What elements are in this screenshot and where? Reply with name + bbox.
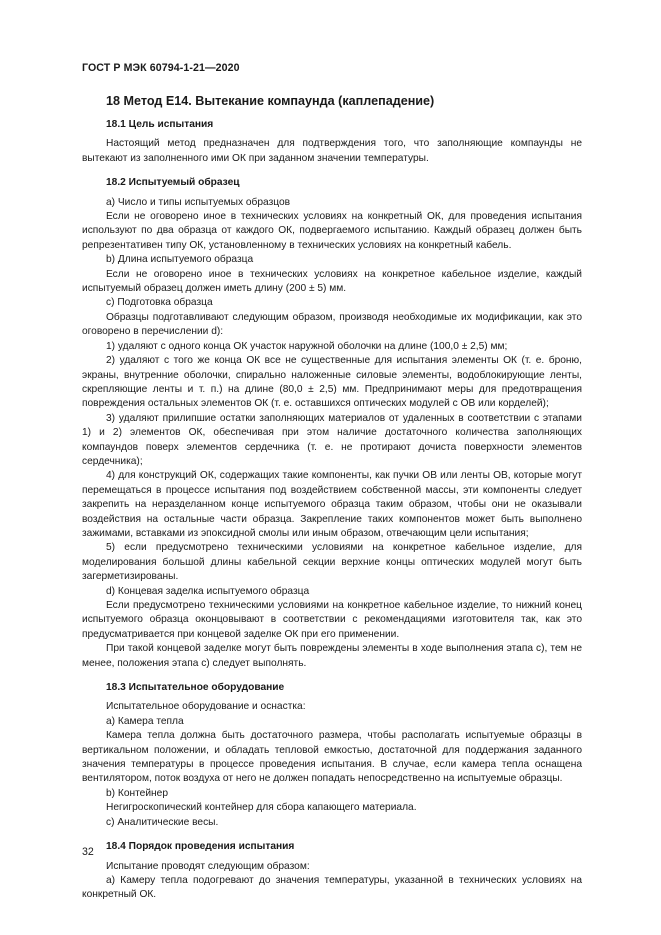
item-heading: а) Камера тепла xyxy=(106,715,184,727)
item-heading: b) Контейнер xyxy=(106,787,168,799)
list-item: 1) удаляют с одного конца ОК участок наружной оболочки на длине (100,0 ± 2,5) мм; xyxy=(106,340,508,352)
subsection-title-18-4: 18.4 Порядок проведения испытания xyxy=(106,841,295,853)
item-heading: c) Подготовка образца xyxy=(106,297,213,309)
list-item: 2) удаляют с того же конца ОК все не существенные для испытания элементы ОК (т. е. броню, экраны, внутренние оболочки, спирально наложенные силовые элементы, водоблокирующие ленты, скрепляющие ленты и т. п.) на длине (80,0 ± 2,5) мм. Предпринимают меры для предотвращения повреждения остальных элементов ОК (т. е. оставшихся оптических модулей с ОВ или корделей); xyxy=(82,355,582,410)
paragraph: Камера тепла должна быть достаточного размера, чтобы располагать испытуемые образцы в вертикальном положении, и обладать тепловой емкостью, достаточной для поддержания заданного значения температуры в процессе проведения испытания. В случае, если камера тепла оснащена вентилятором, поток воздуха от него не должен попадать непосредственно на испытуемые образцы. xyxy=(82,730,582,785)
paragraph: Негигроскопический контейнер для сбора капающего материала. xyxy=(106,802,417,814)
item-heading: d) Концевая заделка испытуемого образца xyxy=(106,585,310,597)
paragraph: Образцы подготавливают следующим образом, производя необходимые их модификации, как это оговорено в перечислении d): xyxy=(82,311,582,338)
paragraph: Испытание проводят следующим образом: xyxy=(106,860,310,872)
list-item: 4) для конструкций ОК, содержащих такие компоненты, как пучки ОВ или ленты ОВ, которые могут перемещаться в процессе испытания под воздействием собственной массы, эти компоненты следует закрепить на неразделанном конце испытуемого образца таким образом, чтобы они не оказывали воздействия на остальные части образца. Закрепление таких компонентов может быть выполнено зажимами, вставками из эпоксидной смолы или иным образом, отвечающим цели испытания; xyxy=(82,470,582,539)
page-number: 32 xyxy=(82,846,94,858)
subsection-title-18-3: 18.3 Испытательное оборудование xyxy=(106,682,285,694)
list-item: 5) если предусмотрено техническими условиями на конкретное кабельное изделие, для моделирования большой длины кабельной секции верхние концы оптических модулей могут быть загерметизированы. xyxy=(82,542,582,583)
paragraph: Если предусмотрено техническими условиями на конкретное кабельное изделие, то нижний конец испытуемого образца оконцовывают в соответствии с рекомендациями изготовителя так, как это предусматривается при концевой заделке ОК при его применении. xyxy=(82,600,582,640)
page-body xyxy=(82,94,582,903)
list-item: 3) удаляют прилипшие остатки заполняющих материалов от удаленных в соответствии с этапами 1) и 2) элементов ОК, обеспечивая при этом наличие достаточного количества заполняющих компаундов поверх элементов сердечника (т. е. не протирают дочиста поверхности элементов сердечника); xyxy=(82,412,582,467)
paragraph: Испытательное оборудование и оснастка: xyxy=(106,701,306,713)
item-heading: b) Длина испытуемого образца xyxy=(106,254,254,266)
subsection-title-18-1: 18.1 Цель испытания xyxy=(106,119,214,130)
item-heading: c) Аналитические весы. xyxy=(106,816,219,828)
item-heading: а) Число и типы испытуемых образцов xyxy=(106,196,291,208)
subsection-title-18-2: 18.2 Испытуемый образец xyxy=(106,177,240,189)
section-title: 18 Метод E14. Вытекание компаунда (каплепадение) xyxy=(106,94,435,108)
paragraph: При такой концевой заделке могут быть повреждены элементы в ходе выполнения этапа с), тем не менее, положения этапа с) следует выполнять. xyxy=(82,643,582,669)
standard-header: ГОСТ Р МЭК 60794-1-21—2020 xyxy=(82,62,240,74)
paragraph: Если не оговорено иное в технических условиях на конкретный ОК, для проведения испытания используют по два образца от каждого ОК, подвергаемого испытанию. Каждый образец должен быть репрезентативен типу ОК, установленному в технических условиях на конкретный кабель. xyxy=(82,211,582,251)
paragraph: Если не оговорено иное в технических условиях на конкретное кабельное изделие, каждый испытуемый образец должен иметь длину (200 ± 5) мм. xyxy=(82,268,582,295)
paragraph: Настоящий метод предназначен для подтверждения того, что заполняющие компаунды не вытекают из заполненного ими ОК при заданном значении температуры. xyxy=(82,138,582,164)
paragraph: а) Камеру тепла подогревают до значения температуры, указанной в технических условиях на конкретный ОК. xyxy=(82,874,582,901)
